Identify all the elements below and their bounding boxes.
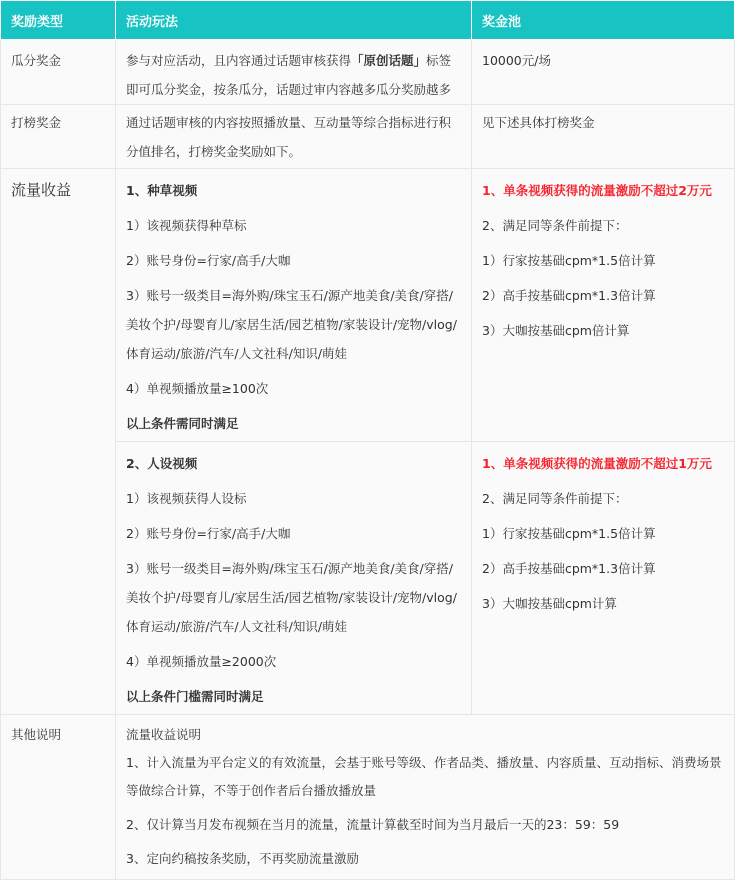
table-row	[1, 105, 735, 169]
note: 3、定向约稿按条奖励，不再奖励流量激励	[126, 851, 359, 866]
condition: 1）该视频获得人设标	[126, 491, 247, 506]
pool-line: 1）行家按基础cpm*1.5倍计算	[482, 253, 656, 268]
pool-limit: 1、单条视频获得的流量激励不超过2万元	[482, 183, 712, 198]
section-title: 2、人设视频	[126, 456, 198, 471]
condition: 4）单视频播放量≥2000次	[126, 654, 277, 669]
pool-line: 2、满足同等条件前提下：	[482, 218, 628, 233]
section-title: 1、种草视频	[126, 183, 198, 198]
pool-line: 2、满足同等条件前提下：	[482, 491, 628, 506]
header-reward-type: 奖励类型	[1, 1, 116, 40]
pool	[472, 442, 735, 715]
pool-line: 2）高手按基础cpm*1.3倍计算	[482, 288, 656, 303]
reward-type: 瓜分奖金	[1, 40, 116, 105]
condition-footer: 以上条件需同时满足	[126, 416, 239, 431]
reward-type: 流量收益	[1, 169, 116, 715]
text: 参与对应活动，且内容通过话题审核获得	[126, 53, 352, 68]
pool	[472, 169, 735, 442]
notes	[116, 715, 735, 880]
condition: 4）单视频播放量≥100次	[126, 381, 269, 396]
text: 标签即可瓜分奖金，按条瓜分，话题过审内容越多瓜分奖励越多	[126, 53, 452, 97]
header-activity: 活动玩法	[116, 1, 472, 40]
table-row	[1, 169, 735, 442]
pool-line: 1）行家按基础cpm*1.5倍计算	[482, 526, 656, 541]
reward-type: 打榜奖金	[1, 105, 116, 169]
bold-text: 「原创话题」	[351, 53, 427, 68]
pool-line: 3）大咖按基础cpm计算	[482, 596, 617, 611]
table-header	[1, 1, 735, 40]
activity-desc	[116, 169, 472, 442]
note: 1、计入流量为平台定义的有效流量，会基于账号等级、作者品类、播放量、内容质量、互动指标、消费场景等做综合计算，不等于创作者后台播放播放量	[126, 755, 722, 798]
activity-desc	[116, 442, 472, 715]
pool: 见下述具体打榜奖金	[472, 105, 735, 169]
condition: 1）该视频获得种草标	[126, 218, 247, 233]
pool: 10000元/场	[472, 40, 735, 105]
pool-line: 2）高手按基础cpm*1.3倍计算	[482, 561, 656, 576]
activity-desc: 通过话题审核的内容按照播放量、互动量等综合指标进行积分值排名，打榜奖金奖励如下。	[116, 105, 472, 169]
header-pool: 奖金池	[472, 1, 735, 40]
pool-line: 3）大咖按基础cpm倍计算	[482, 323, 630, 338]
condition: 3）账号一级类目=海外购/珠宝玉石/源产地美食/美食/穿搭/美妆个护/母婴育儿/家居生活/园艺植物/家装设计/宠物/vlog/体育运动/旅游/汽车/人文社科/知识/萌娃	[126, 288, 457, 361]
condition: 3）账号一级类目=海外购/珠宝玉石/源产地美食/美食/穿搭/美妆个护/母婴育儿/家居生活/园艺植物/家装设计/宠物/vlog/体育运动/旅游/汽车/人文社科/知识/萌娃	[126, 561, 457, 634]
table-row	[1, 40, 735, 105]
pool-limit: 1、单条视频获得的流量激励不超过1万元	[482, 456, 712, 471]
condition-footer: 以上条件门槛需同时满足	[126, 689, 264, 704]
condition: 2）账号身份=行家/高手/大咖	[126, 526, 291, 541]
condition: 2）账号身份=行家/高手/大咖	[126, 253, 291, 268]
activity-desc	[116, 40, 472, 105]
note: 2、仅计算当月发布视频在当月的流量，流量计算截至时间为当月最后一天的23：59：59	[126, 817, 620, 832]
reward-type: 其他说明	[1, 715, 116, 880]
notes-title: 流量收益说明	[126, 727, 202, 742]
table-row	[1, 715, 735, 880]
